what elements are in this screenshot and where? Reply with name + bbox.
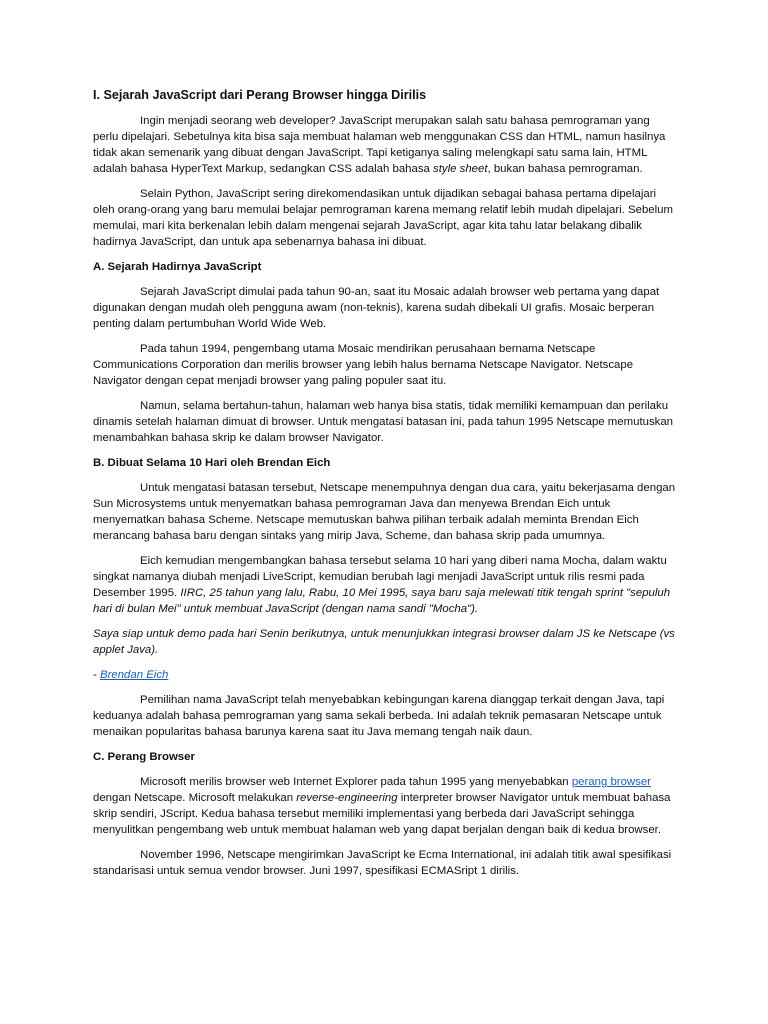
intro-paragraph-1: Ingin menjadi seorang web developer? JavaScript merupakan salah satu bahasa pemrograman yang perlu dipelajari. Sebetulnya kita bisa saja membuat halaman web menggunakan CSS dan HTML, namun hasilnya tidak akan semenarik yang dibuat dengan JavaScript. Tapi ketiganya saling melengkapi satu sama lain, HTML adalah bahasa HyperText Markup, sedangkan CSS adalah bahasa style sheet, bukan bahasa pemrograman. xyxy=(93,115,666,175)
section-c-heading: C. Perang Browser xyxy=(93,751,195,763)
brendan-eich-link[interactable]: Brendan Eich xyxy=(99,669,169,681)
section-c-paragraph-2: November 1996, Netscape mengirimkan JavaScript ke Ecma International, ini adalah titik awal spesifikasi standarisasi untuk semua vendor browser. Juni 1997, spesifikasi ECMASript 1 dirilis. xyxy=(93,849,672,877)
browser-war-link[interactable]: perang browser xyxy=(571,776,651,788)
quote-attribution: - Brendan Eich xyxy=(93,669,169,681)
section-b-paragraph-1: Untuk mengatasi batasan tersebut, Netscape menempuhnya dengan dua cara, yaitu bekerjasama dengan Sun Microsystems untuk menyematkan bahasa pemrograman Java dan menyewa Brendan Eich untuk menyematkan bahasa Scheme. Netscape memutuskan bahwa pilihan terbaik adalah meminta Brendan Eich merancang bahasa baru dengan sintaks yang mirip Java, Scheme, dan bahasa skrip pada umumnya. xyxy=(93,482,676,542)
section-b-heading: B. Dibuat Selama 10 Hari oleh Brendan Eich xyxy=(93,457,331,469)
section-b-paragraph-3: Pemilihan nama JavaScript telah menyebabkan kebingungan karena dianggap terkait dengan Java, tapi keduanya adalah bahasa pemrograman yang sama sekali berbeda. Ini adalah teknik pemasaran Netscape untuk menaikan popularitas bahasa barunya karena saat itu Java memang tengah naik daun. xyxy=(93,694,665,738)
section-a-paragraph-3: Namun, selama bertahun-tahun, halaman web hanya bisa statis, tidak memiliki kemampuan dan perilaku dinamis setelah halaman dimuat di browser. Untuk mengatasi batasan ini, pada tahun 1995 Netscape memutuskan menambahkan bahasa skrip ke dalam browser Navigator. xyxy=(93,400,673,444)
intro-paragraph-2: Selain Python, JavaScript sering direkomendasikan untuk dijadikan sebagai bahasa pertama dipelajari oleh orang-orang yang baru memulai belajar pemrograman karena memang relatif lebih mudah dipelajari. Sebelum memulai, mari kita berkenalan lebih dalam mengenai sejarah JavaScript, agar kita tahu latar belakang dibalik hadirnya JavaScript, dan untuk apa sebenarnya bahasa ini dibuat. xyxy=(93,188,673,248)
section-a-paragraph-2: Pada tahun 1994, pengembang utama Mosaic mendirikan perusahaan bernama Netscape Communications Corporation dan merilis browser yang lebih halus bernama Netscape Navigator. Netscape Navigator dengan cepat menjadi browser yang paling populer saat itu. xyxy=(93,343,634,387)
section-a-heading: A. Sejarah Hadirnya JavaScript xyxy=(93,261,262,273)
eich-quote: Saya siap untuk demo pada hari Senin berikutnya, untuk menunjukkan integrasi browser dalam JS ke Netscape (vs applet Java). xyxy=(93,628,675,656)
section-b-paragraph-2: Eich kemudian mengembangkan bahasa tersebut selama 10 hari yang diberi nama Mocha, dalam waktu singkat namanya diubah menjadi LiveScript, kemudian berubah lagi menjadi JavaScript untuk rilis resmi pada Desember 1995. IIRC, 25 tahun yang lalu, Rabu, 10 Mei 1995, saya baru saja melewati titik tengah sprint "sepuluh hari di bulan Mei" untuk membuat JavaScript (dengan nama sandi "Mocha"). xyxy=(93,555,671,615)
document-title: I. Sejarah JavaScript dari Perang Browser hingga Dirilis xyxy=(93,88,427,102)
section-c-paragraph-1: Microsoft merilis browser web Internet Explorer pada tahun 1995 yang menyebabkan perang browser dengan Netscape. Microsoft melakukan reverse-engineering interpreter browser Navigator untuk membuat bahasa skrip sendiri, JScript. Kedua bahasa tersebut memiliki implementasi yang berbeda dari JavaScript sehingga menyulitkan pengembang web untuk membuat halaman web yang dapat berjalan dengan baik di kedua browser. xyxy=(93,776,671,836)
section-a-paragraph-1: Sejarah JavaScript dimulai pada tahun 90-an, saat itu Mosaic adalah browser web pertama yang dapat digunakan dengan mudah oleh pengguna awam (non-teknis), karena sudah dibekali UI grafis. Mosaic berperan penting dalam pertumbuhan World Wide Web. xyxy=(93,286,660,330)
